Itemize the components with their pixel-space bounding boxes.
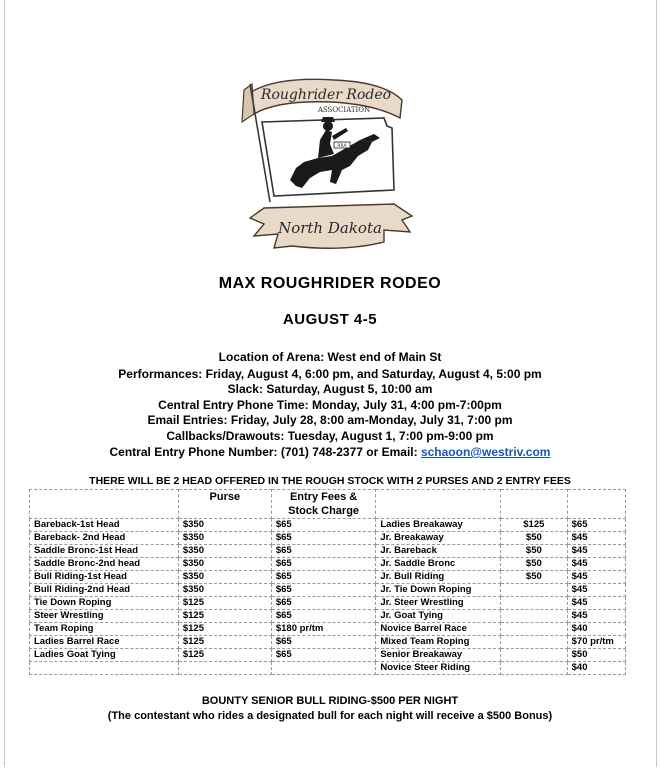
cell-purse-2: $50: [501, 571, 568, 584]
header-event-2: [376, 490, 501, 519]
performances: Performances: Friday, August 4, 6:00 pm, and Saturday, August 4, 5:00 pm: [118, 367, 542, 381]
roughrider-rodeo-logo: [234, 70, 424, 260]
email-link[interactable]: schaoon@westriv.com: [420, 445, 551, 459]
cell-fee-2: $45: [567, 597, 625, 610]
bounty-note: (The contestant who rides a designated bull for each night will receive a $500 Bonus): [107, 710, 553, 722]
cell-fee-2: $65: [567, 519, 625, 532]
cell-event-2: Jr. Saddle Bronc: [376, 558, 501, 571]
cell-event-2: Senior Breakaway: [376, 649, 501, 662]
cell-fee-2: $50: [567, 649, 625, 662]
logo-banner-text: North Dakota: [278, 219, 382, 237]
phone-number: Central Entry Phone Number: (701) 748-2377 or Email:: [109, 445, 421, 459]
cell-purse-2: [501, 636, 568, 649]
logo-title: Roughrider Rodeo: [260, 87, 392, 103]
table-row: [30, 649, 626, 662]
cell-purse: $125: [178, 636, 271, 649]
cell-fee-2: $45: [567, 584, 625, 597]
cell-event: Ladies Barrel Race: [30, 636, 179, 649]
cell-fee-2: $45: [567, 610, 625, 623]
cell-event: Saddle Bronc-1st Head: [30, 545, 179, 558]
table-row: [30, 623, 626, 636]
cell-event: Bull Riding-1st Head: [30, 571, 179, 584]
cell-purse-2: [501, 649, 568, 662]
cell-event: Bareback- 2nd Head: [30, 532, 179, 545]
header-event: [30, 490, 179, 519]
cell-fee-2: $45: [567, 571, 625, 584]
slack: Slack: Saturday, August 5, 10:00 am: [227, 382, 433, 396]
logo-subtitle: ASSOCIATION: [317, 106, 371, 114]
event-dates: AUGUST 4-5: [282, 311, 378, 328]
cell-fee-2: $70 pr/tm: [567, 636, 625, 649]
callbacks: Callbacks/Drawouts: Tuesday, August 1, 7:00 pm-9:00 pm: [166, 429, 494, 443]
cell-event-2: Jr. Breakaway: [376, 532, 501, 545]
cell-event-2: Mixed Team Roping: [376, 636, 501, 649]
cell-entry-fee: $65: [271, 649, 376, 662]
cell-event: Bareback-1st Head: [30, 519, 179, 532]
cell-event-2: Jr. Tie Down Roping: [376, 584, 501, 597]
cell-purse-2: $50: [501, 532, 568, 545]
header-fee-2: [567, 490, 625, 519]
cell-purse-2: $50: [501, 545, 568, 558]
cell-entry-fee: $65: [271, 597, 376, 610]
table-row: [30, 519, 626, 532]
cell-event: [30, 662, 179, 675]
cell-purse: $350: [178, 558, 271, 571]
table-row: [30, 532, 626, 545]
cell-event-2: Jr. Goat Tying: [376, 610, 501, 623]
table-row: [30, 558, 626, 571]
cell-purse: $125: [178, 610, 271, 623]
cell-entry-fee: $65: [271, 532, 376, 545]
cell-purse: [178, 662, 271, 675]
cell-purse-2: [501, 662, 568, 675]
cell-purse: $350: [178, 532, 271, 545]
arena-location: Location of Arena: West end of Main St: [218, 350, 442, 364]
header-purse: Purse: [178, 490, 271, 519]
cell-purse: $350: [178, 571, 271, 584]
cell-purse: $350: [178, 584, 271, 597]
cell-event-2: Novice Barrel Race: [376, 623, 501, 636]
cell-purse-2: [501, 597, 568, 610]
cell-purse: $350: [178, 519, 271, 532]
table-row: [30, 571, 626, 584]
email-entries: Email Entries: Friday, July 28, 8:00 am-Monday, July 31, 7:00 pm: [147, 413, 513, 427]
cell-purse: $125: [178, 597, 271, 610]
cell-entry-fee: $180 pr/tm: [271, 623, 376, 636]
table-row: [30, 545, 626, 558]
bounty-title: BOUNTY SENIOR BULL RIDING-$500 PER NIGHT: [201, 695, 459, 707]
phone-time: Central Entry Phone Time: Monday, July 31, 4:00 pm-7:00pm: [158, 398, 502, 412]
cell-event: Bull Riding-2nd Head: [30, 584, 179, 597]
cell-purse-2: $50: [501, 558, 568, 571]
header-purse-2: [501, 490, 568, 519]
cell-event: Steer Wrestling: [30, 610, 179, 623]
cell-purse: $125: [178, 649, 271, 662]
cell-fee-2: $45: [567, 532, 625, 545]
cell-entry-fee: $65: [271, 545, 376, 558]
cell-event: Tie Down Roping: [30, 597, 179, 610]
cell-entry-fee: $65: [271, 610, 376, 623]
cell-event-2: Jr. Steer Wrestling: [376, 597, 501, 610]
cell-event: Team Roping: [30, 623, 179, 636]
cell-event-2: Jr. Bull Riding: [376, 571, 501, 584]
cell-entry-fee: [271, 662, 376, 675]
cell-event-2: Jr. Bareback: [376, 545, 501, 558]
cell-entry-fee: $65: [271, 519, 376, 532]
cell-fee-2: $40: [567, 662, 625, 675]
logo-badge: RRA: [337, 144, 347, 149]
cell-fee-2: $45: [567, 558, 625, 571]
central-entry-contact: [0, 445, 660, 459]
cell-event-2: Novice Steer Riding: [376, 662, 501, 675]
cell-purse-2: [501, 584, 568, 597]
table-row: [30, 662, 626, 675]
table-row: [30, 610, 626, 623]
cell-entry-fee: $65: [271, 558, 376, 571]
cell-event: Ladies Goat Tying: [30, 649, 179, 662]
cell-purse: $125: [178, 623, 271, 636]
cell-fee-2: $45: [567, 545, 625, 558]
table-row: [30, 584, 626, 597]
cell-entry-fee: $65: [271, 584, 376, 597]
cell-purse: $350: [178, 545, 271, 558]
rough-stock-notice: THERE WILL BE 2 HEAD OFFERED IN THE ROUGH STOCK WITH 2 PURSES AND 2 ENTRY FEES: [89, 475, 571, 487]
cell-purse-2: [501, 610, 568, 623]
page-title: MAX ROUGHRIDER RODEO: [218, 275, 442, 292]
table-row: [30, 636, 626, 649]
cell-purse-2: [501, 623, 568, 636]
cell-entry-fee: $65: [271, 636, 376, 649]
fee-table: [29, 489, 626, 675]
table-row: [30, 597, 626, 610]
cell-entry-fee: $65: [271, 571, 376, 584]
cell-event-2: Ladies Breakaway: [376, 519, 501, 532]
header-entry-fees: Entry Fees & Stock Charge: [271, 490, 376, 519]
cell-fee-2: $40: [567, 623, 625, 636]
cell-event: Saddle Bronc-2nd head: [30, 558, 179, 571]
cell-purse-2: $125: [501, 519, 568, 532]
